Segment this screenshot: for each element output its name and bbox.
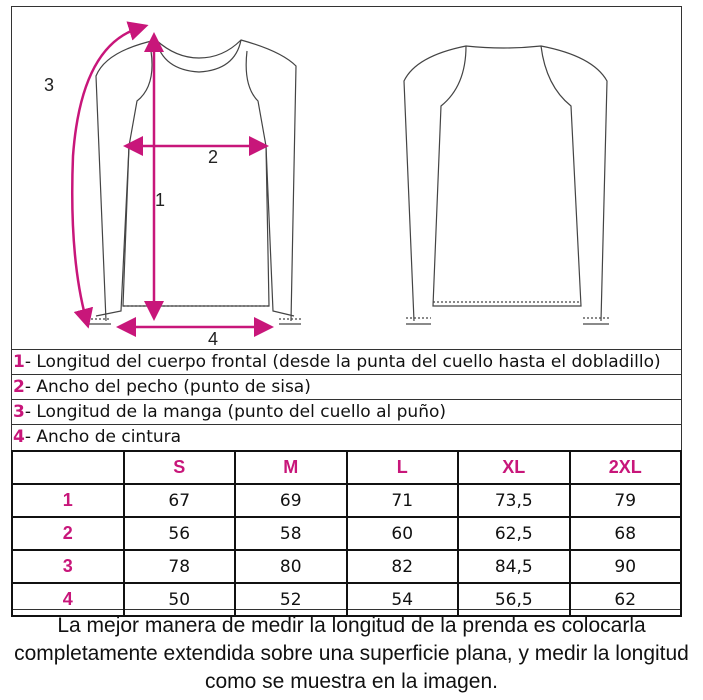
legend-row-3 bbox=[11, 399, 682, 424]
table-header-row bbox=[12, 451, 681, 484]
table-cell: 82 bbox=[347, 550, 459, 583]
table-cell: 79 bbox=[570, 484, 682, 517]
garment-illustration bbox=[11, 6, 682, 348]
row-label: 1 bbox=[12, 484, 124, 517]
table-row bbox=[12, 517, 681, 550]
measuring-note: La mejor manera de medir la longitud de la prenda es colocarla completamente extendida sobre una superficie plana, y medir la longitud como se muestra en la imagen. bbox=[14, 614, 689, 693]
table-cell: 67 bbox=[124, 484, 236, 517]
table-cell: 60 bbox=[347, 517, 459, 550]
row-label: 2 bbox=[12, 517, 124, 550]
table-cell: 80 bbox=[235, 550, 347, 583]
legend-number: 3 bbox=[13, 402, 25, 422]
legend-number: 4 bbox=[13, 427, 25, 447]
legend-text: - Longitud del cuerpo frontal (desde la punta del cuello hasta el dobladillo) bbox=[24, 352, 661, 372]
table-header-cell: S bbox=[124, 451, 236, 484]
table-cell: 62 bbox=[570, 583, 682, 616]
table-cell: 58 bbox=[235, 517, 347, 550]
table-header-cell: L bbox=[347, 451, 459, 484]
table-header-cell: M bbox=[235, 451, 347, 484]
back-shirt-drawing bbox=[404, 46, 609, 324]
legend-number: 1 bbox=[13, 352, 25, 372]
measure-label-3: 3 bbox=[44, 75, 55, 95]
legend-text: - Ancho de cintura bbox=[24, 427, 182, 447]
measurement-arrows bbox=[72, 28, 264, 327]
table-cell: 56 bbox=[124, 517, 236, 550]
measure-label-4: 4 bbox=[208, 329, 219, 349]
measure-label-1: 1 bbox=[155, 190, 166, 210]
table-cell: 52 bbox=[235, 583, 347, 616]
legend-text: - Longitud de la manga (punto del cuello al puño) bbox=[24, 402, 447, 422]
table-cell: 90 bbox=[570, 550, 682, 583]
table-row bbox=[12, 484, 681, 517]
table-cell: 62,5 bbox=[458, 517, 570, 550]
arrow-3-sleeve-length bbox=[72, 28, 139, 319]
table-cell: 84,5 bbox=[458, 550, 570, 583]
legend-row-4 bbox=[11, 424, 682, 449]
table-cell: 69 bbox=[235, 484, 347, 517]
table-cell: 50 bbox=[124, 583, 236, 616]
table-header-cell: 2XL bbox=[570, 451, 682, 484]
front-shirt-drawing bbox=[87, 40, 301, 324]
legend-text: - Ancho del pecho (punto de sisa) bbox=[24, 377, 311, 397]
table-cell: 78 bbox=[124, 550, 236, 583]
legend-number: 2 bbox=[13, 377, 25, 397]
table-cell: 73,5 bbox=[458, 484, 570, 517]
legend-row-2 bbox=[11, 374, 682, 399]
table-cell: 56,5 bbox=[458, 583, 570, 616]
table-cell: 54 bbox=[347, 583, 459, 616]
row-label: 3 bbox=[12, 550, 124, 583]
size-table bbox=[11, 450, 682, 617]
measure-label-2: 2 bbox=[208, 147, 219, 167]
table-header-cell bbox=[12, 451, 124, 484]
table-cell: 71 bbox=[347, 484, 459, 517]
table-row bbox=[12, 550, 681, 583]
table-cell: 68 bbox=[570, 517, 682, 550]
row-label: 4 bbox=[12, 583, 124, 616]
legend-row-1 bbox=[11, 349, 682, 374]
table-header-cell: XL bbox=[458, 451, 570, 484]
